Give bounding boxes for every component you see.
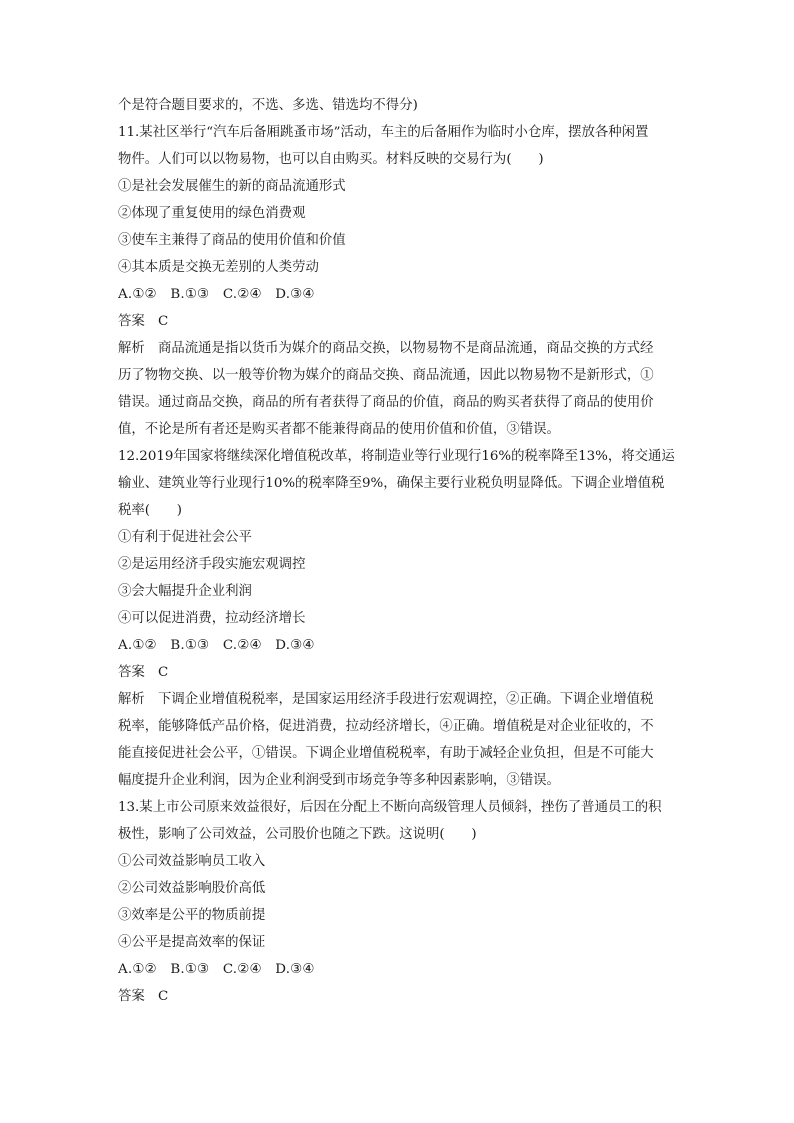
answer-value: C (158, 314, 169, 329)
analysis-label: 解析 (118, 692, 145, 707)
statement-item: ③效率是公平的物质前提 (118, 908, 266, 923)
statement-item: ③使车主兼得了商品的使用价值和价值 (118, 233, 346, 248)
answer-line (118, 308, 680, 335)
analysis-text: 值，不论是所有者还是购买者都不能兼得商品的使用价值和价值，③错误。 (118, 422, 560, 437)
question-12 (118, 443, 680, 794)
analysis-text: 下调企业增值税税率，是国家运用经济手段进行宏观调控，②正确。下调企业增值税 (158, 692, 654, 707)
statement-item: ①有利于促进社会公平 (118, 530, 252, 545)
answer-options: A.①② B.①③ C.②④ D.③④ (118, 962, 315, 977)
question-stem-line: 极性，影响了公司效益，公司股价也随之下跌。这说明( ) (118, 827, 477, 842)
answer-value: C (158, 989, 169, 1004)
statement-item: ②公司效益影响股价高低 (118, 881, 266, 896)
analysis-text: 商品流通是指以货币为媒介的商品交换，以物易物不是商品流通，商品交换的方式经 (158, 341, 654, 356)
answer-options: A.①② B.①③ C.②④ D.③④ (118, 287, 315, 302)
statement-item: ④公平是提高效率的保证 (118, 935, 266, 950)
statement-item: ①公司效益影响员工收入 (118, 854, 266, 869)
question-stem-line: 物件。人们可以以物易物，也可以自由购买。材料反映的交易行为( ) (118, 152, 544, 167)
question-13 (118, 794, 680, 1010)
intro-line: 个是符合题目要求的，不选、多选、错选均不得分) (118, 98, 418, 113)
answer-options: A.①② B.①③ C.②④ D.③④ (118, 638, 315, 653)
statement-item: ②体现了重复使用的绿色消费观 (118, 206, 306, 221)
statement-item: ②是运用经济手段实施宏观调控 (118, 557, 306, 572)
answer-label: 答案 (118, 989, 145, 1004)
question-11 (118, 119, 680, 443)
analysis-line (118, 335, 680, 362)
answer-line (118, 659, 680, 686)
statement-item: ④其本质是交换无差别的人类劳动 (118, 260, 319, 275)
statement-item: ①是社会发展催生的新的商品流通形式 (118, 179, 346, 194)
answer-value: C (158, 665, 169, 680)
question-stem-line: 11.某社区举行“汽车后备厢跳蚤市场”活动，车主的后备厢作为临时小仓库，摆放各种闲置 (118, 125, 649, 140)
statement-item: ④可以促进消费，拉动经济增长 (118, 611, 306, 626)
document-page (118, 92, 680, 1010)
analysis-label: 解析 (118, 341, 145, 356)
question-stem-line: 13.某上市公司原来效益很好，后因在分配上不断向高级管理人员倾斜，挫伤了普通员工的积 (118, 800, 662, 815)
analysis-text: 历了物物交换、以一般等价物为媒介的商品交换、商品流通，因此以物易物不是新形式，① (118, 368, 654, 383)
analysis-text: 错误。通过商品交换，商品的所有者获得了商品的价值，商品的购买者获得了商品的使用价 (118, 395, 654, 410)
analysis-text: 幅度提升企业利润，因为企业利润受到市场竞争等多种因素影响，③错误。 (118, 773, 560, 788)
answer-line (118, 983, 680, 1010)
question-stem-line: 输业、建筑业等行业现行10%的税率降至9%，确保主要行业税负明显降低。下调企业增值税 (118, 476, 665, 491)
answer-label: 答案 (118, 665, 145, 680)
question-stem-line: 12.2019年国家将继续深化增值税改革，将制造业等行业现行16%的税率降至13%，将交通运 (118, 449, 675, 464)
analysis-text: 税率，能够降低产品价格，促进消费，拉动经济增长，④正确。增值税是对企业征收的，不 (118, 719, 654, 734)
statement-item: ③会大幅提升企业利润 (118, 584, 252, 599)
analysis-text: 能直接促进社会公平，①错误。下调企业增值税税率，有助于减轻企业负担，但是不可能大 (118, 746, 654, 761)
answer-label: 答案 (118, 314, 145, 329)
question-stem-line: 税率( ) (118, 503, 183, 518)
analysis-line (118, 686, 680, 713)
